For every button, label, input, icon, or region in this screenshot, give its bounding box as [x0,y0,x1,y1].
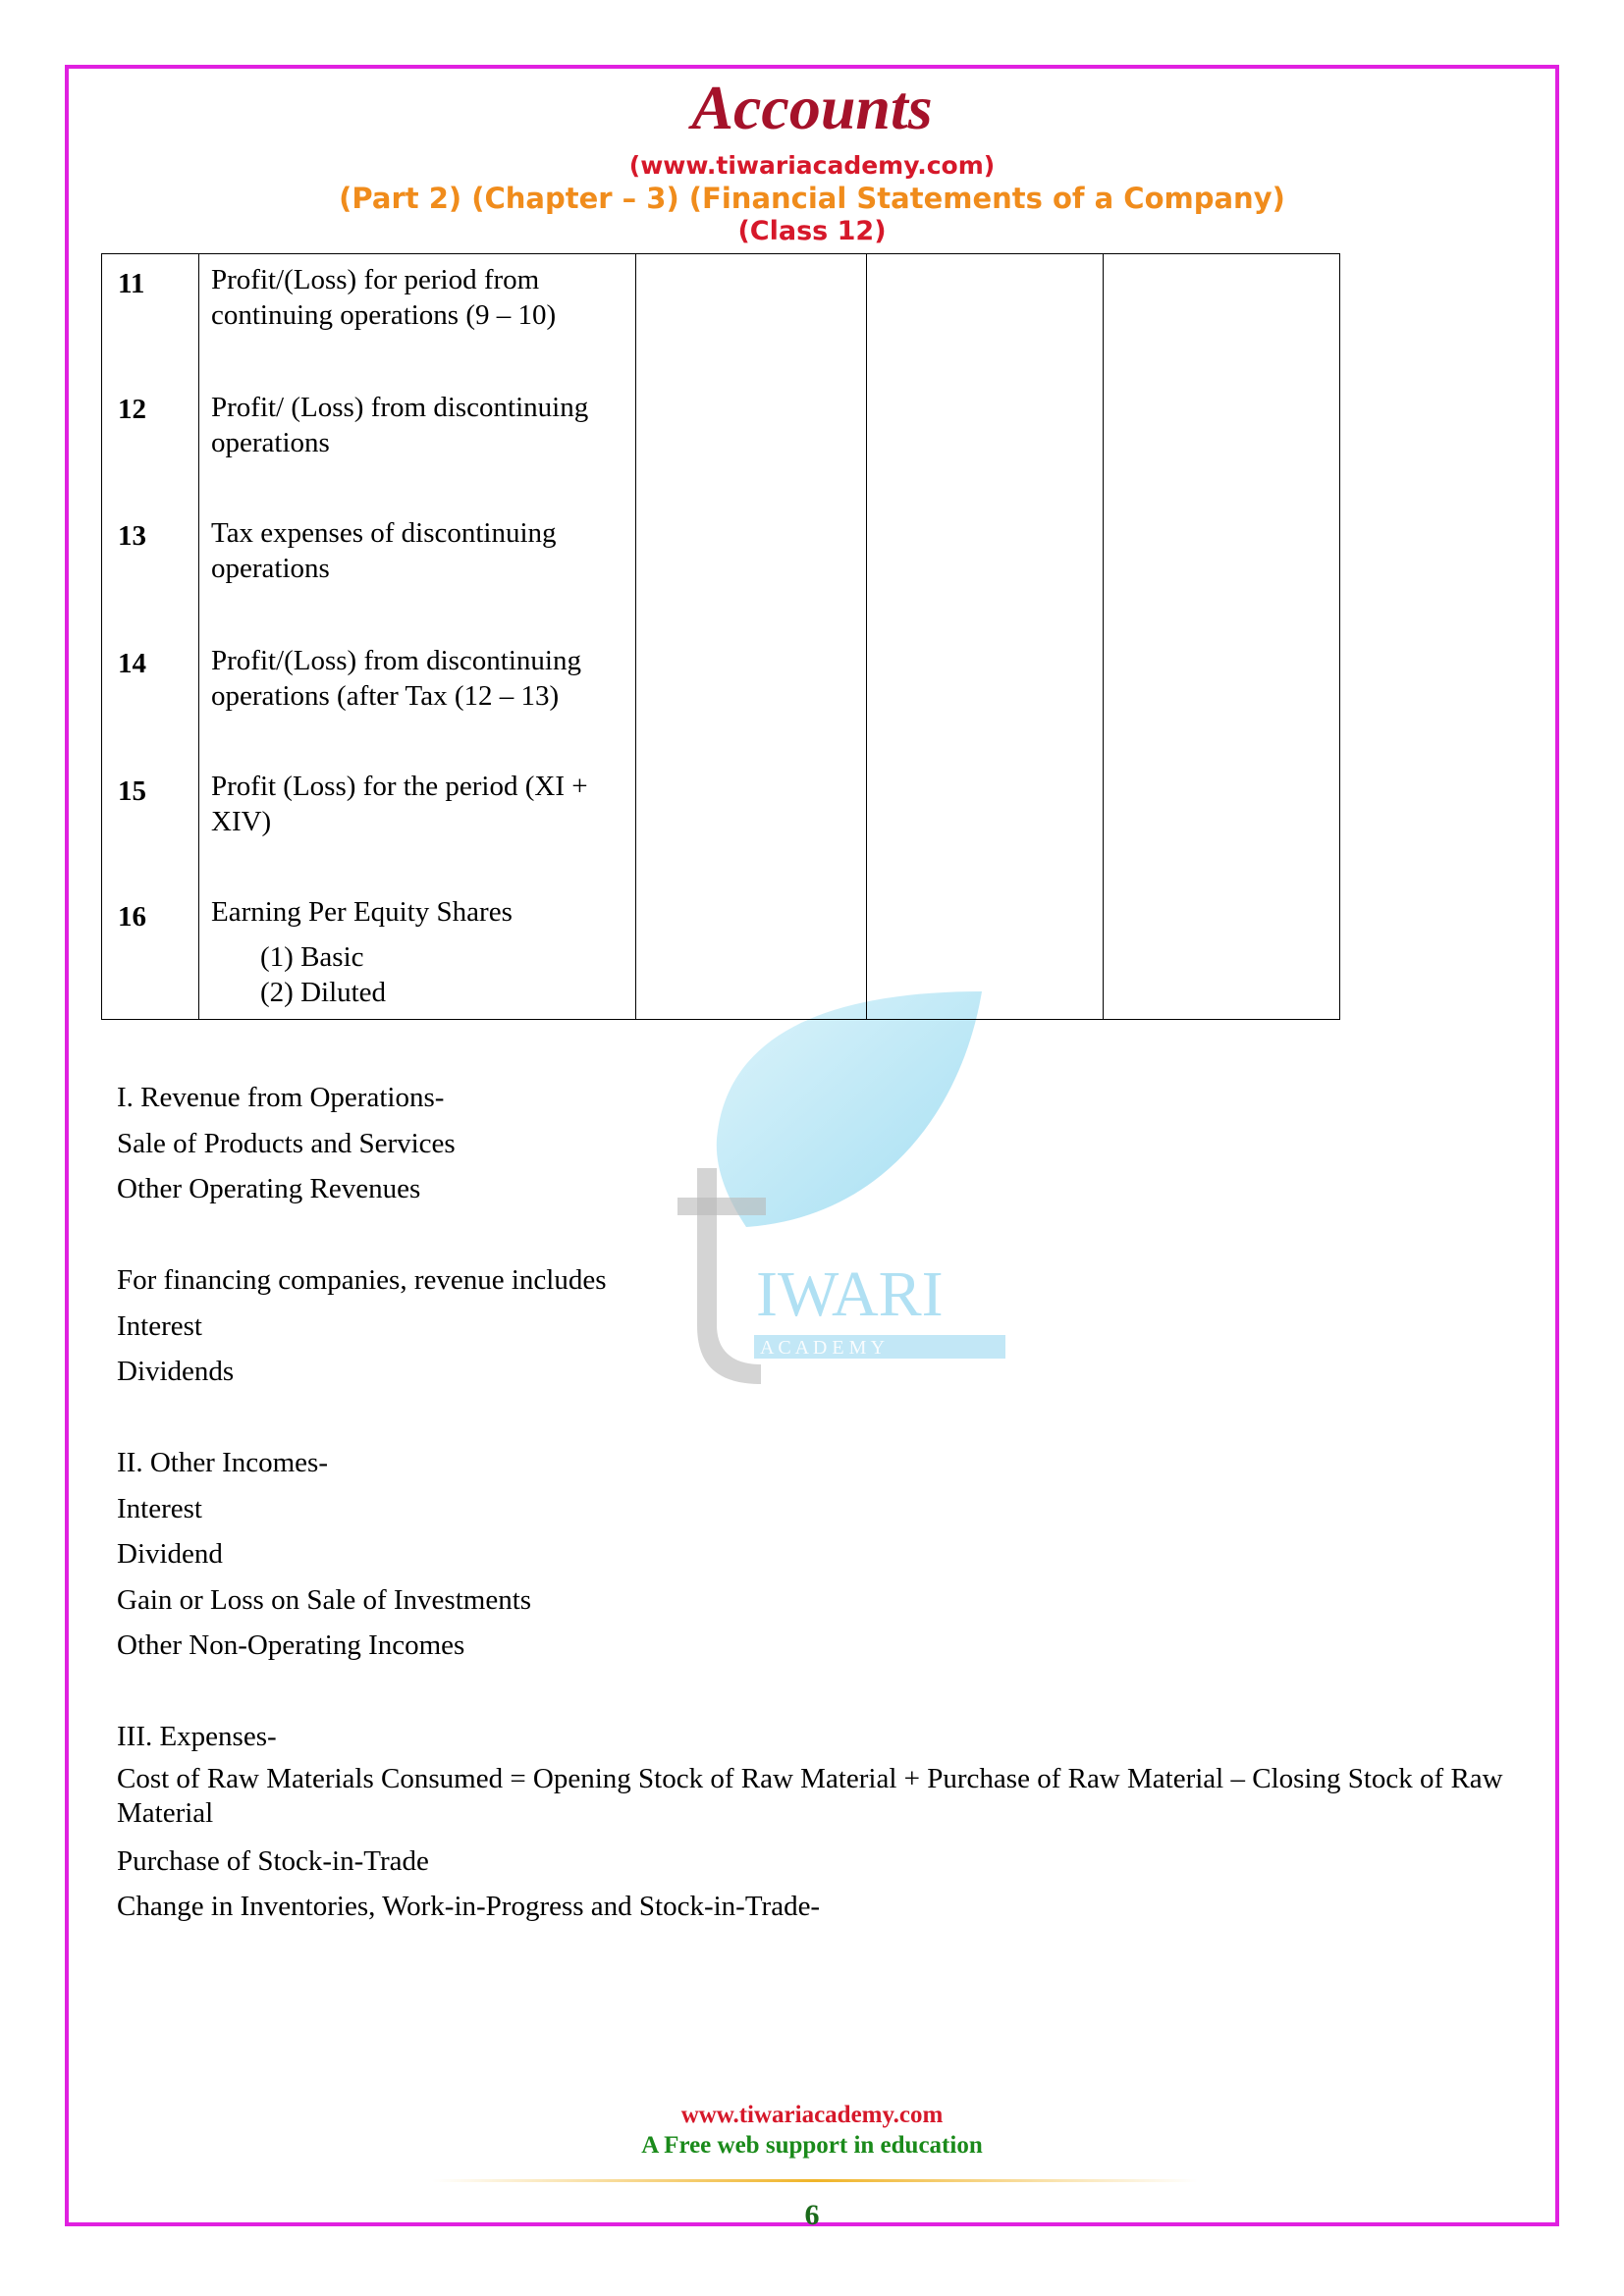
row-description: Profit/ (Loss) from discontinuing operations [211,392,589,458]
col-particulars [199,254,636,1020]
row-description: Profit/(Loss) from discontinuing operations (after Tax (12 – 13) [211,645,581,712]
row-description: Profit (Loss) for the period (XI + XIV) [211,771,588,837]
row-number: 16 [118,901,146,933]
footer-tagline: A Free web support in education [641,2132,983,2159]
watermark-sub: A C A D E M Y [760,1337,886,1359]
list-item: Other Operating Revenues [117,1173,421,1204]
row-number: 13 [118,520,146,552]
list-item: Cost of Raw Materials Consumed = Opening Stock of Raw Material + Purchase of Raw Material – Closing Stock of Raw Material [117,1763,1503,1829]
income-statement-table [101,253,1340,1020]
watermark-name: IWARI [756,1258,944,1330]
row-number: 15 [118,775,146,807]
list-item: Dividend [117,1538,223,1570]
header-url[interactable]: (www.tiwariacademy.com) [628,151,996,180]
col-previous-year [1104,254,1340,1020]
list-item: Change in Inventories, Work-in-Progress and Stock-in-Trade- [117,1891,821,1922]
row-number: 12 [118,394,146,425]
list-item: Other Non-Operating Incomes [117,1629,465,1661]
page-title: Accounts [691,73,933,142]
header-part-chapter: (Part 2) (Chapter – 3) (Financial Statements of a Company) [339,182,1285,215]
section-heading: III. Expenses- [117,1721,277,1752]
col-note [636,254,867,1020]
section-heading: II. Other Incomes- [117,1447,328,1478]
row-description: Earning Per Equity Shares (1) Basic (2) Diluted [211,896,513,1008]
list-item: Sale of Products and Services [117,1128,456,1159]
footer-url[interactable]: www.tiwariacademy.com [680,2102,944,2128]
list-item: Dividends [117,1356,235,1387]
footer-divider [432,2179,1198,2182]
header-class: (Class 12) [737,216,887,246]
list-item: Gain or Loss on Sale of Investments [117,1584,532,1616]
col-serial [102,254,199,1020]
section-note: For financing companies, revenue includes [117,1264,607,1296]
page-number: 6 [804,2199,820,2231]
section-heading: I. Revenue from Operations- [117,1082,445,1113]
list-item: Purchase of Stock-in-Trade [117,1845,429,1877]
col-current-year [867,254,1104,1020]
row-number: 14 [118,648,146,679]
row-description: Profit/(Loss) for period from continuing operations (9 – 10) [211,264,557,331]
row-number: 11 [118,268,145,299]
list-item: Interest [117,1493,202,1524]
list-item: Interest [117,1310,202,1342]
tiwari-academy-watermark [658,991,1011,1384]
row-description: Tax expenses of discontinuing operations [211,517,557,584]
